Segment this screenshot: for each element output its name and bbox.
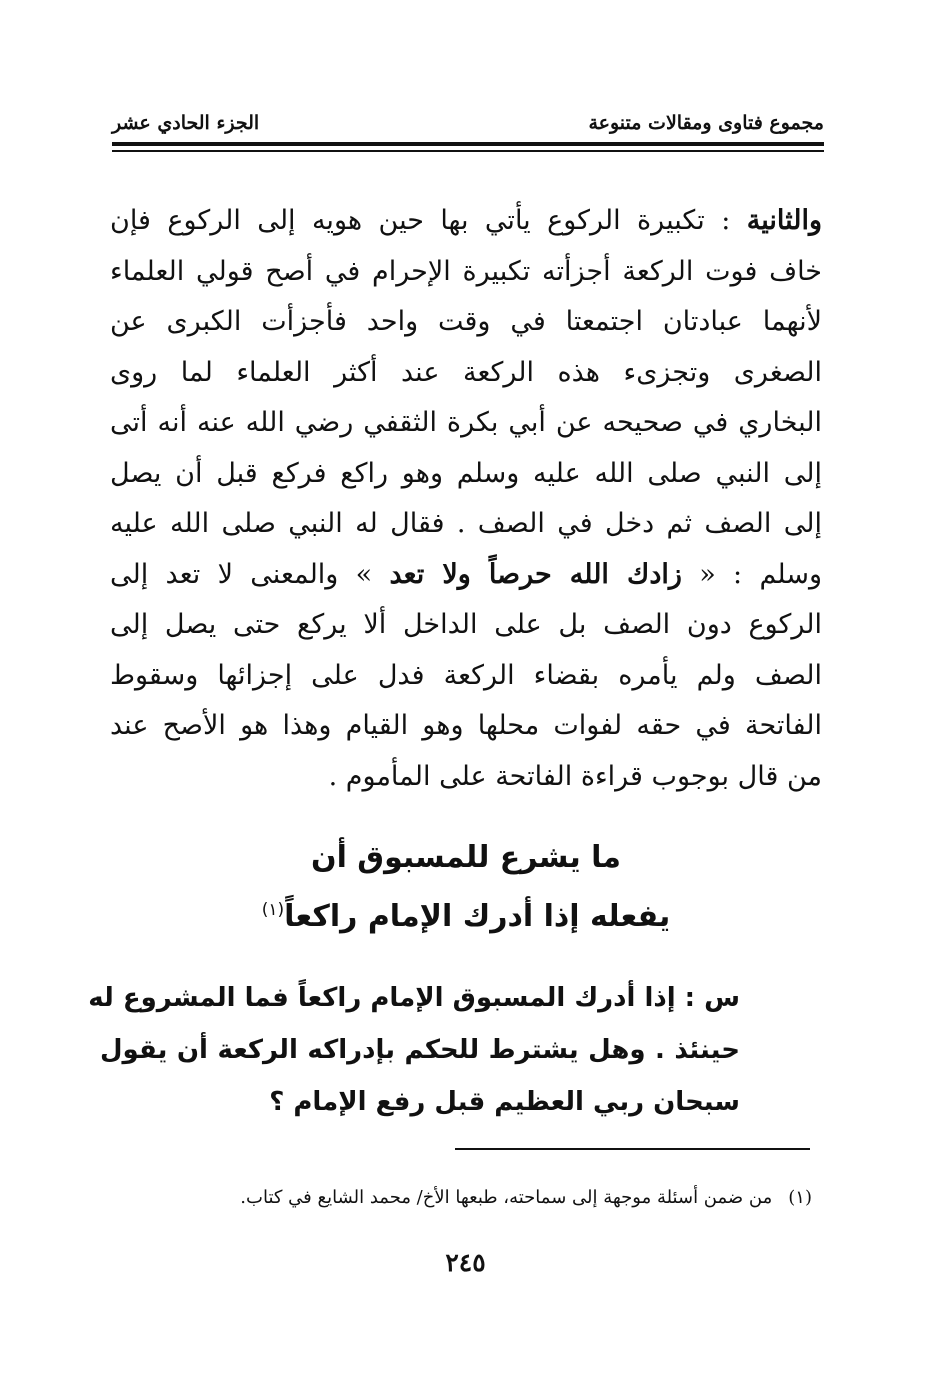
body-line-10: الصف ولم يأمره بقضاء الركعة فدل على إجزائها وسقوط xyxy=(110,659,822,691)
body-line-5: البخاري في صحيحه عن أبي بكرة الثقفي رضي الله عنه أنه أتى xyxy=(110,407,822,438)
section-title-line-2-text: يفعله إذا أدرك الإمام راكعاً xyxy=(284,899,671,934)
body-line-8-start: وسلم : « xyxy=(681,558,823,590)
footnote-text: من ضمن أسئلة موجهة إلى سماحته، طبعها الأخ/ محمد الشايع في كتاب. xyxy=(240,1187,773,1208)
hadith-quote: زادك الله حرصاً ولا تعد xyxy=(389,558,682,590)
body-line-8-end: » والمعنى لا تعد إلى xyxy=(110,558,390,590)
section-heading xyxy=(110,832,822,943)
question-line-3: سبحان ربي العظيم قبل رفع الإمام ؟ xyxy=(269,1087,740,1117)
body-line-7: إلى الصف ثم دخل في الصف . فقال له النبي صلى الله عليه xyxy=(110,508,822,539)
body-line-11: الفاتحة في حقه لفوات محلها وهو القيام وهذا هو الأصح عند xyxy=(110,710,822,741)
body-line-12: من قال بوجوب قراءة الفاتحة على المأموم . xyxy=(328,760,822,792)
footnote-separator xyxy=(455,1148,810,1150)
book-title: مجموع فتاوى ومقالات متنوعة xyxy=(588,112,824,134)
lead-word: والثانية xyxy=(746,205,822,236)
body-line-2: خاف فوت الركعة أجزأته تكبيرة الإحرام في أصح قولي العلماء xyxy=(110,255,822,287)
body-line-9: الركوع دون الصف بل على الداخل ألا يركع حتى يصل إلى xyxy=(110,609,822,640)
running-header xyxy=(112,112,824,142)
question-line-2: حينئذ . وهل يشترط للحكم بإدراكه الركعة أن يقول xyxy=(100,1035,740,1065)
section-title-line-1: ما يشرع للمسبوق أن xyxy=(310,840,622,875)
footnote xyxy=(110,1184,812,1212)
body-line-1-text: : تكبيرة الركوع يأتي بها حين هويه إلى الركوع فإن xyxy=(110,205,747,236)
body-paragraph xyxy=(110,196,822,802)
question-line-1: س : إذا أدرك المسبوق الإمام راكعاً فما المشروع له xyxy=(88,983,740,1013)
body-line-4: الصغرى وتجزىء هذه الركعة عند أكثر العلماء لما روى xyxy=(110,356,822,388)
body-line-1 xyxy=(110,196,822,247)
section-title-line-2 xyxy=(110,884,822,943)
body-line-6: إلى النبي صلى الله عليه وسلم وهو راكع فركع قبل أن يصل xyxy=(110,457,822,489)
body-line-8 xyxy=(110,550,822,601)
volume-label: الجزء الحادي عشر xyxy=(112,112,260,134)
footnote-marker: (١) xyxy=(261,900,285,920)
body-line-3: لأنهما عبادتان اجتمعتا في وقت واحد فأجزأت الكبرى عن xyxy=(110,306,822,337)
question-block xyxy=(88,972,740,1128)
page-number: ٢٤٥ xyxy=(445,1248,486,1277)
header-rule-thin xyxy=(112,150,824,152)
footnote-number: (١) xyxy=(788,1187,812,1208)
header-rule-thick xyxy=(112,142,824,146)
